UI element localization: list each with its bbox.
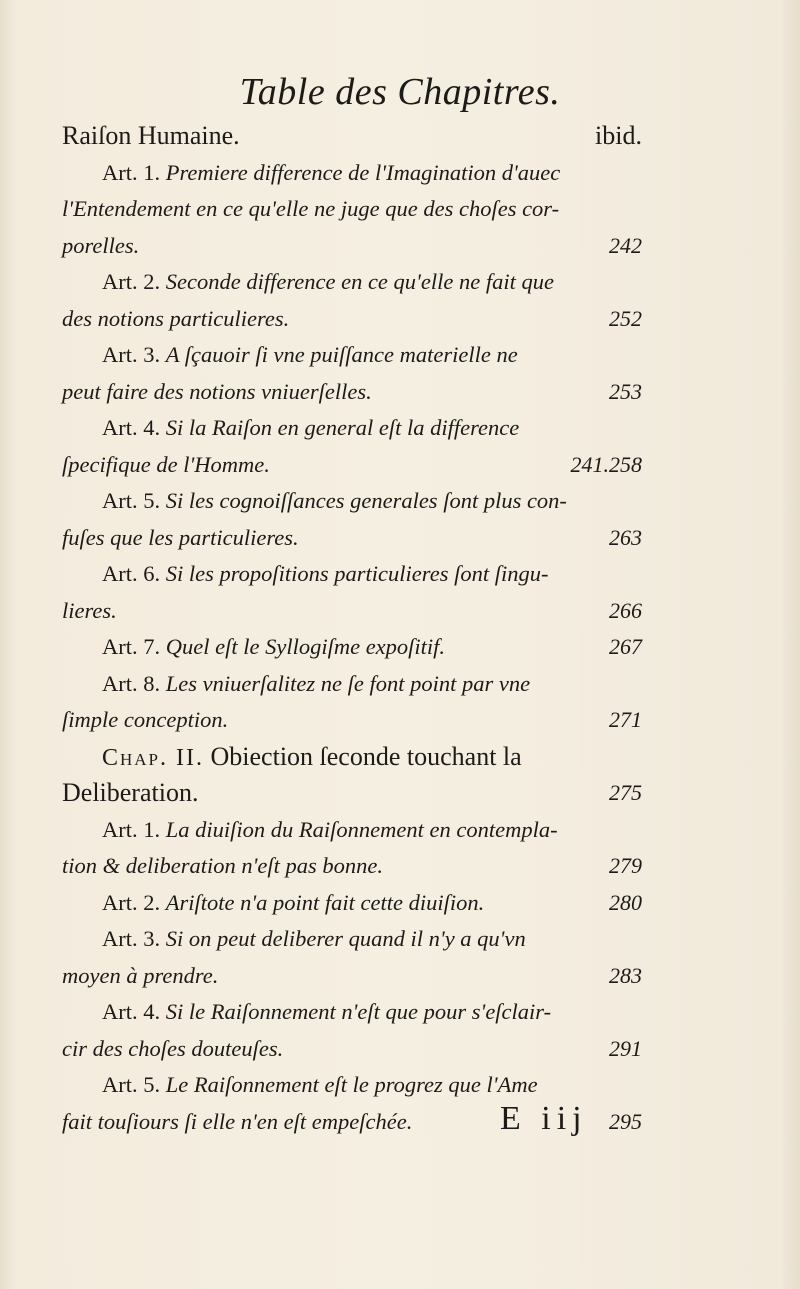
- table-of-contents: [62, 118, 642, 1140]
- entry-text: Si le Raiſonnement n'eſt que pour s'eſclair-: [165, 999, 552, 1024]
- toc-line: [62, 483, 642, 520]
- page-number: 283: [609, 962, 642, 988]
- article-number: Art. 3.: [102, 926, 161, 951]
- toc-line: [62, 666, 642, 703]
- entry-text: Obiection ſeconde touchant la: [210, 741, 522, 771]
- toc-line: [62, 775, 642, 812]
- entry-text: Ariſtote n'a point fait cette diuiſion.: [165, 889, 485, 915]
- entry-text: fuſes que les particulieres.: [62, 524, 299, 550]
- toc-line: [62, 374, 642, 411]
- entry-text: Raiſon Humaine.: [62, 121, 240, 150]
- entry-text: Si on peut deliberer quand il n'y a qu'vn: [165, 926, 526, 951]
- article-number: Art. 1.: [102, 159, 161, 185]
- entry-text: A ſçauoir ſi vne puiſſance materielle ne: [165, 342, 518, 367]
- toc-line: [62, 921, 642, 958]
- article-number: Art. 4.: [102, 999, 161, 1024]
- toc-line: [62, 337, 642, 374]
- toc-line: [62, 556, 642, 593]
- toc-line: [62, 520, 642, 557]
- page-number: 275: [609, 780, 642, 805]
- toc-line: [62, 301, 642, 338]
- entry-text: Les vniuerſalitez ne ſe font point par vne: [165, 670, 531, 696]
- entry-text: Si la Raiſon en general eſt la difference: [165, 415, 520, 440]
- entry-text: moyen à prendre.: [62, 962, 219, 988]
- entry-text: La diuiſion du Raiſonnement en contempla-: [165, 816, 558, 842]
- article-number: Art. 2.: [102, 269, 161, 294]
- page-number: 295: [609, 1108, 642, 1134]
- toc-line: [62, 702, 642, 739]
- signature-mark: E iij: [500, 1100, 588, 1137]
- toc-line: [62, 593, 642, 630]
- article-number: Art. 1.: [102, 816, 161, 842]
- toc-line: [62, 885, 642, 922]
- article-number: Art. 7.: [102, 634, 161, 659]
- entry-text: tion & deliberation n'eſt pas bonne.: [62, 853, 384, 878]
- entry-text: peut faire des notions vniuerſelles.: [62, 378, 372, 404]
- page-number: 271: [609, 707, 642, 732]
- entry-text: l'Entendement en ce qu'elle ne juge que des choſes cor-: [62, 196, 560, 221]
- entry-text: Quel eſt le Syllogiſme expoſitif.: [165, 634, 446, 659]
- toc-line: [62, 410, 642, 447]
- chapter-number: Chap. II.: [102, 744, 205, 771]
- article-number: Art. 3.: [102, 342, 161, 367]
- toc-line: [62, 629, 642, 666]
- toc-line: [62, 994, 642, 1031]
- page-number: 241.258: [570, 451, 642, 477]
- entry-text: Seconde difference en ce qu'elle ne fait que: [165, 269, 554, 294]
- toc-line: [62, 1031, 642, 1068]
- entry-text: Si les cognoiſſances generales ſont plus con-: [165, 488, 567, 513]
- page-number: 291: [609, 1035, 642, 1061]
- page-number: 253: [609, 378, 642, 404]
- toc-line: [62, 1067, 642, 1104]
- page-number: 280: [609, 889, 642, 915]
- article-number: Art. 5.: [102, 1072, 161, 1097]
- page-title: Table des Chapitres.: [239, 71, 561, 113]
- toc-line: [62, 155, 642, 192]
- entry-text: porelles.: [62, 232, 140, 258]
- toc-line: [62, 739, 642, 776]
- page-number: 266: [609, 597, 642, 623]
- article-number: Art. 2.: [102, 889, 161, 915]
- toc-line: [62, 118, 642, 155]
- article-number: Art. 8.: [102, 670, 161, 696]
- page-number: 252: [609, 305, 642, 331]
- toc-line: [62, 191, 642, 228]
- page-number: 279: [609, 853, 642, 878]
- entry-text: Le Raiſonnement eſt le progrez que l'Ame: [165, 1072, 538, 1097]
- entry-text: cir des choſes douteuſes.: [62, 1035, 284, 1061]
- article-number: Art. 5.: [102, 488, 161, 513]
- toc-line: [62, 812, 642, 849]
- entry-text: fait touſiours ſi elle n'en eſt empeſchée.: [62, 1108, 413, 1134]
- article-number: Art. 6.: [102, 561, 161, 586]
- article-number: Art. 4.: [102, 415, 161, 440]
- entry-text: ſpecifique de l'Homme.: [62, 451, 270, 477]
- page-number: 267: [609, 634, 642, 659]
- entry-text: Premiere difference de l'Imagination d'auec: [165, 159, 561, 185]
- toc-line: [62, 958, 642, 995]
- page-number: ibid.: [595, 121, 642, 150]
- entry-text: lieres.: [62, 597, 117, 623]
- page-number: 242: [609, 232, 642, 258]
- entry-text: Deliberation.: [62, 778, 199, 807]
- toc-line: [62, 264, 642, 301]
- entry-text: ſimple conception.: [62, 707, 229, 732]
- entry-text: des notions particulieres.: [62, 305, 290, 331]
- toc-line: [62, 447, 642, 484]
- toc-line: [62, 228, 642, 265]
- toc-line: [62, 848, 642, 885]
- page-number: 263: [609, 524, 642, 550]
- entry-text: Si les propoſitions particulieres ſont ſingu-: [165, 561, 549, 586]
